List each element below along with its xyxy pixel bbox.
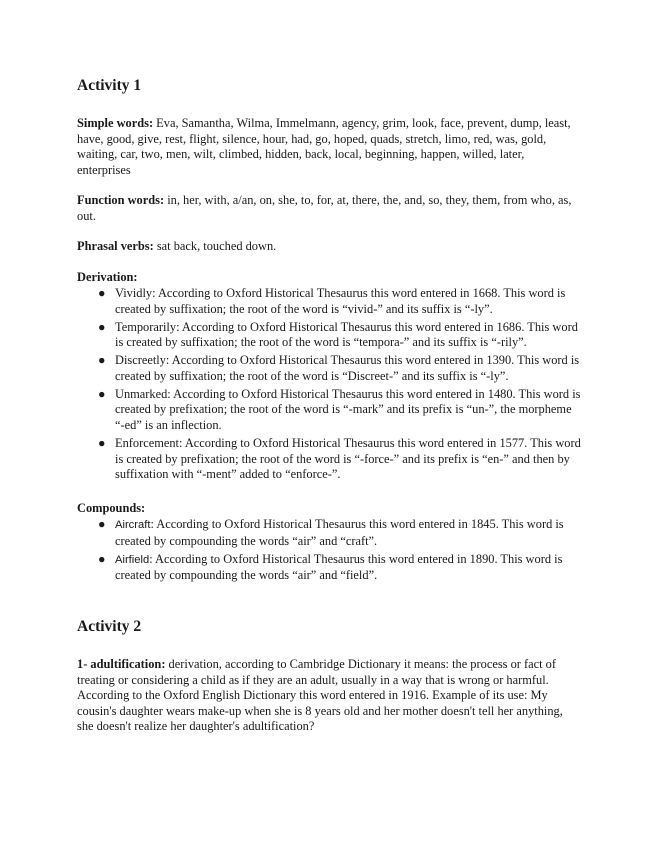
bullet-icon: ● <box>98 551 106 566</box>
list-item <box>77 353 582 384</box>
list-item <box>77 552 582 584</box>
phrasal-verbs-label: Phrasal verbs: <box>77 239 154 253</box>
compounds-list <box>77 517 582 586</box>
derivation-heading: Derivation: <box>77 270 138 284</box>
list-item <box>77 387 582 434</box>
bullet-icon: ● <box>98 386 106 401</box>
list-item <box>77 286 582 317</box>
bullet-icon: ● <box>98 435 106 450</box>
activity-1-heading: Activity 1 <box>77 77 142 94</box>
adultification-label: 1- adultification: <box>77 657 166 671</box>
function-words-paragraph <box>77 193 577 224</box>
bullet-icon: ● <box>98 319 106 334</box>
activity-2-heading: Activity 2 <box>77 618 142 635</box>
derivation-item-text: Unmarked: According to Oxford Historical Thesaurus this word entered in 1480. This word is created by prefixation; the root of the word is “-mark” and its prefix is “un-”, the morpheme “-ed” is an inflection. <box>115 386 581 432</box>
function-words-label: Function words: <box>77 193 165 207</box>
list-item <box>77 320 582 351</box>
list-item <box>77 517 582 549</box>
compound-term: Aircraft <box>115 519 151 531</box>
simple-words-label: Simple words: <box>77 116 154 130</box>
simple-words-text: Eva, Samantha, Wilma, Immelmann, agency, grim, look, face, prevent, dump, least, have, good, give, rest, flight, silence, hour, had, go, hoped, quads, stretch, limo, red, was, gold, waiting, car, two, men, wilt, climbed, hidden, back, local, beginning, happen, willed, later, enterprises <box>77 116 571 177</box>
derivation-item-text: Discreetly: According to Oxford Historical Thesaurus this word entered in 1390. This word is created by suffixation; the root of the word is “Discreet-” and its suffix is “-ly”. <box>115 353 580 383</box>
bullet-icon: ● <box>98 517 106 531</box>
adultification-paragraph <box>77 657 577 735</box>
derivation-item-text: Vividly: According to Oxford Historical Thesaurus this word entered in 1668. This word is created by suffixation; the root of the word is “vivid-” and its suffix is “-ly”. <box>115 286 566 316</box>
derivation-item-text: Enforcement: According to Oxford Historical Thesaurus this word entered in 1577. This word is created by prefixation; the root of the word is “-force-” and its prefix is “en-” and then by suffixation with “-ment” added to “enforce-”. <box>115 435 581 482</box>
compound-term: Airfield <box>115 553 150 566</box>
bullet-icon: ● <box>98 286 106 300</box>
compounds-heading: Compounds: <box>77 501 146 515</box>
simple-words-paragraph <box>77 116 577 178</box>
derivation-item-text: Temporarily: According to Oxford Historical Thesaurus this word entered in 1686. This word is created by suffixation; the root of the word is “tempora-” and its suffix is “-rily”. <box>115 319 578 350</box>
bullet-icon: ● <box>98 353 106 368</box>
phrasal-verbs-text: sat back, touched down. <box>153 239 277 253</box>
derivation-list <box>77 286 582 485</box>
compound-item-text: : According to Oxford Historical Thesaurus this word entered in 1890. This word is created by compounding the words “air” and “field”. <box>115 551 563 583</box>
phrasal-verbs-paragraph <box>77 239 577 255</box>
compound-item-text: : According to Oxford Historical Thesaurus this word entered in 1845. This word is created by compounding the words “air” and “craft”. <box>115 517 564 548</box>
function-words-text: in, her, with, a/an, on, she, to, for, at, there, the, and, so, they, them, from who, as, out. <box>77 193 572 223</box>
list-item <box>77 436 582 483</box>
adultification-text: derivation, according to Cambridge Dictionary it means: the process or fact of treating or considering a child as if they are an adult, usually in a way that is wrong or harmful. According to the Oxford English Dictionary this word entered in 1916. Example of its use: My cousin's daughter wears make-up when she is 8 years old and her mother doesn't tell her anything, she doesn't realize her daughter's adultification? <box>77 657 563 734</box>
